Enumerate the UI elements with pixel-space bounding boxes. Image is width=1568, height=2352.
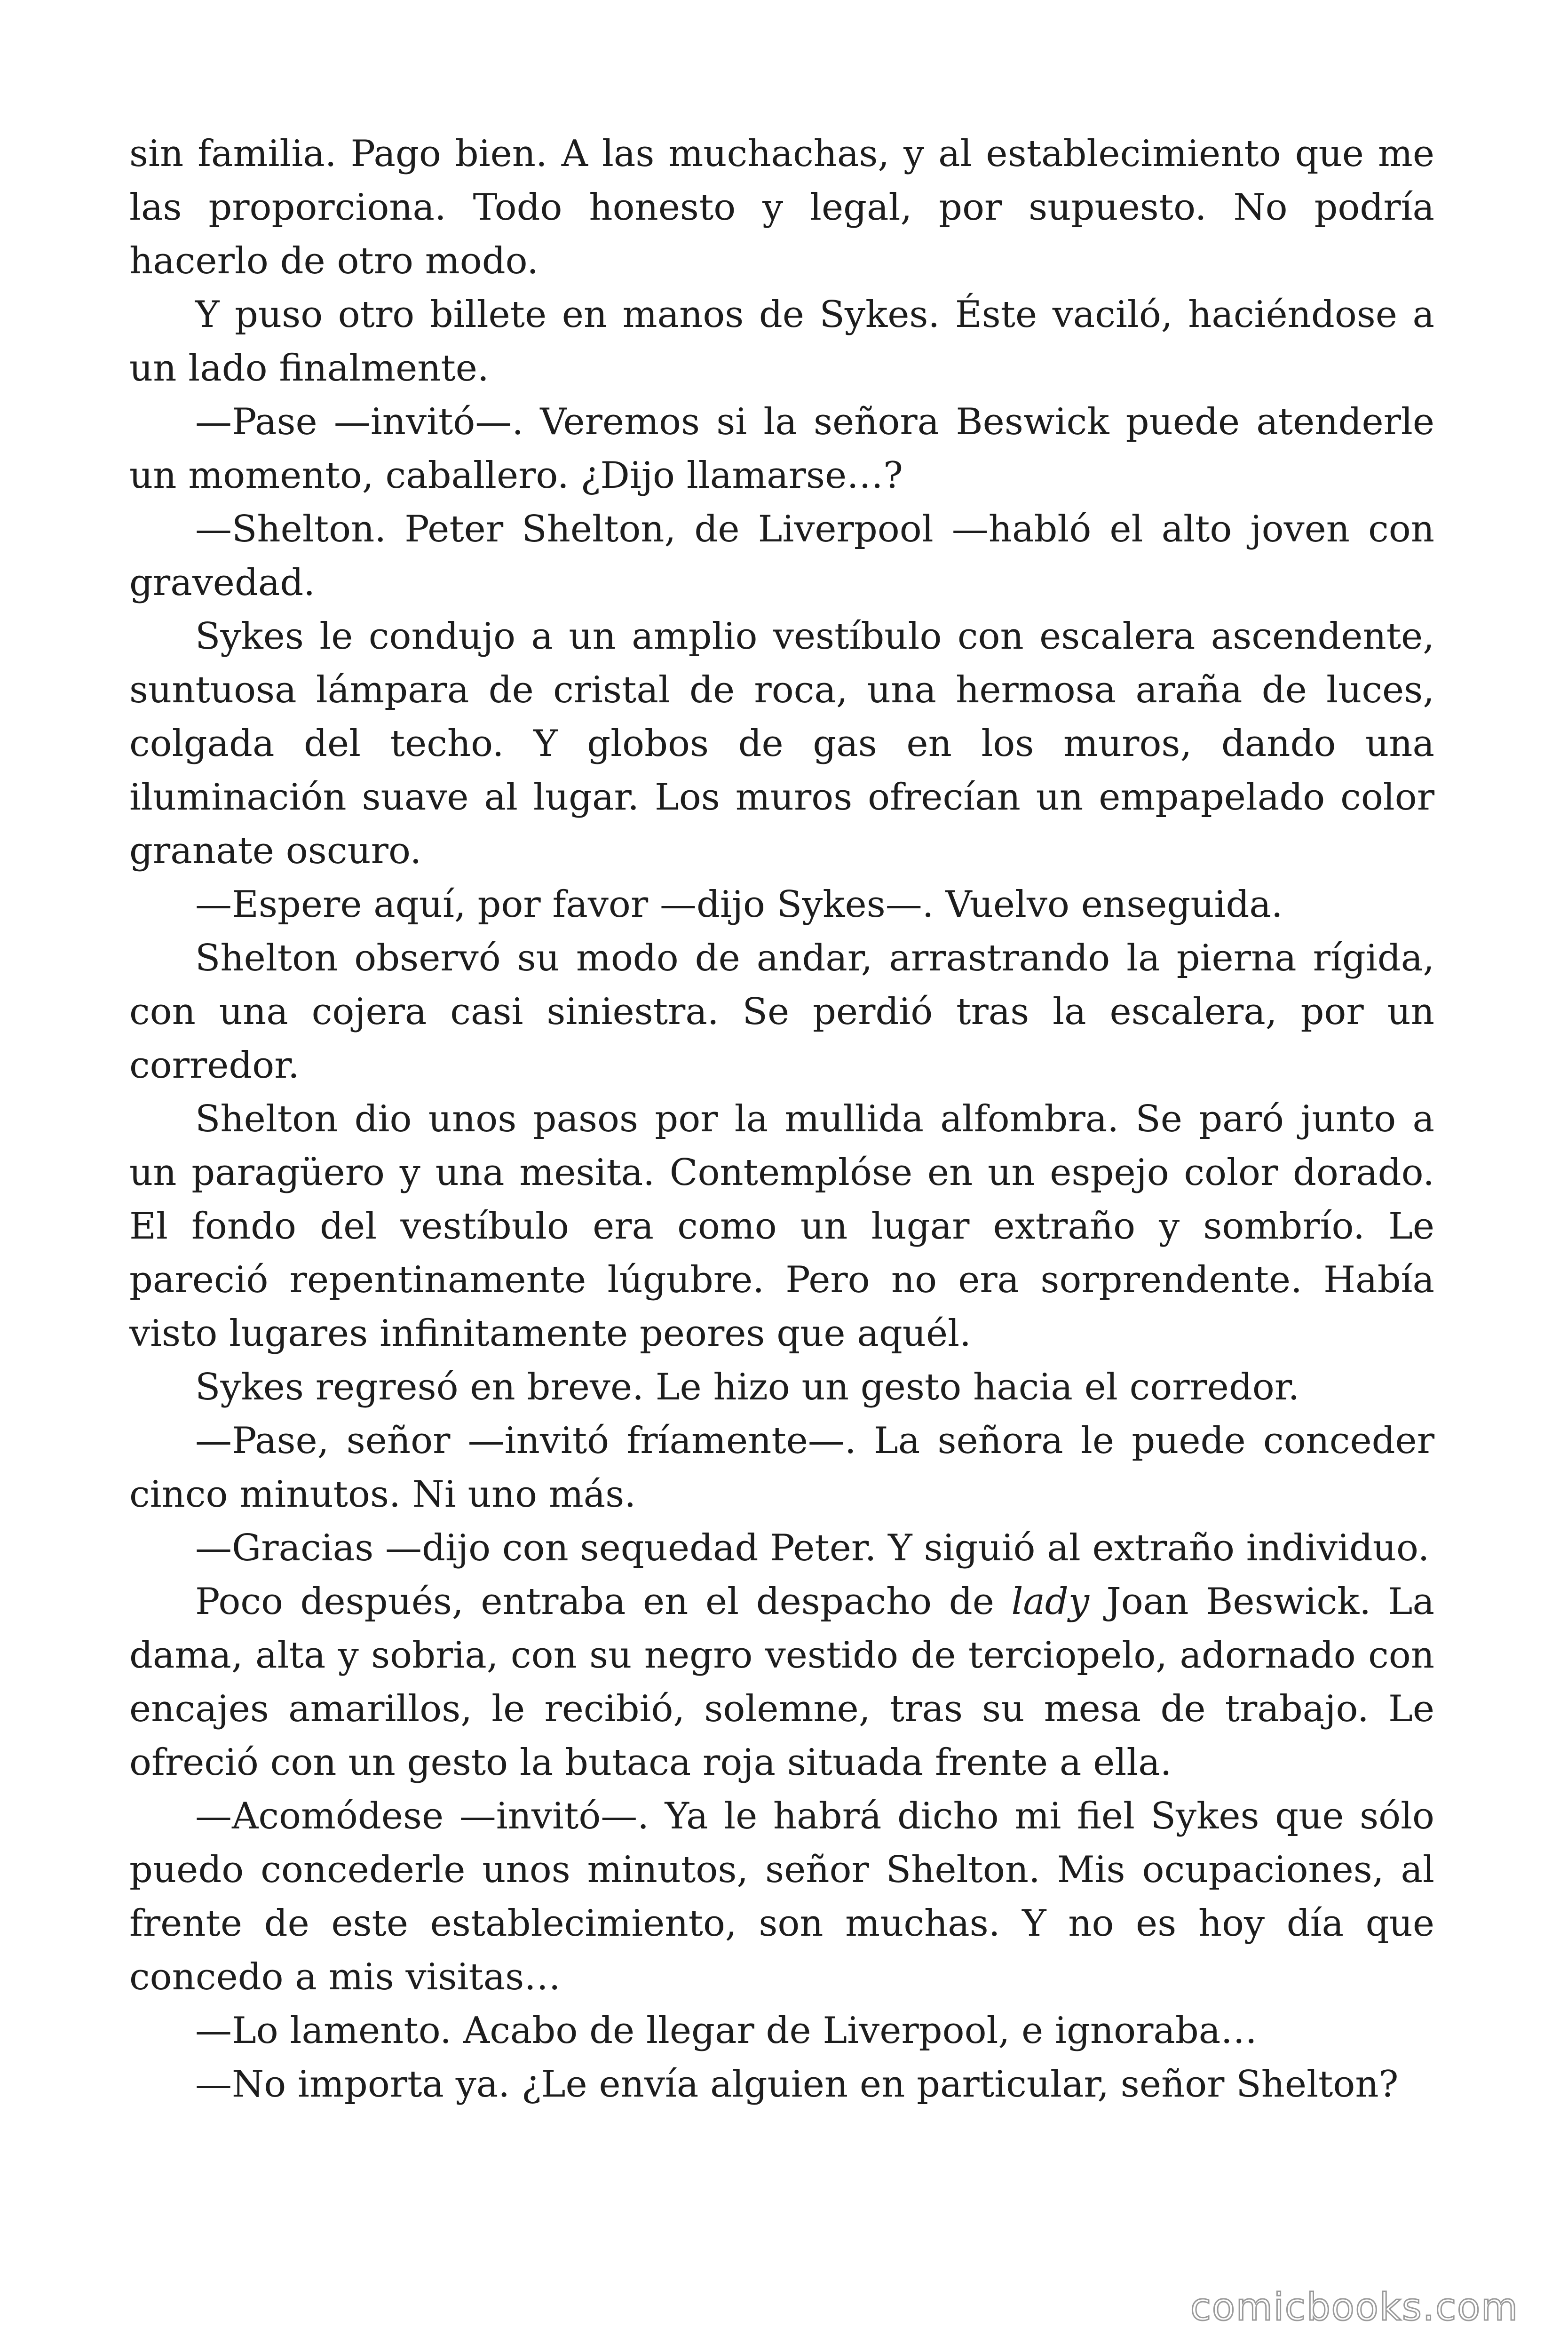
paragraph-5: Sykes le condujo a un amplio vestíbulo con escalera ascendente, suntuosa lámpara de cristal de roca, una hermosa araña de luces, colgada del techo. Y globos de gas en los muros, dando una iluminación suave al lugar. Los muros ofrecían un empapelado color granate oscuro. — [129, 615, 1434, 872]
paragraph-1: sin familia. Pago bien. A las muchachas, y al establecimiento que me las proporciona. Todo honesto y legal, por supuesto. No podría hacerlo de otro modo. — [129, 133, 1434, 282]
paragraph-2: Y puso otro billete en manos de Sykes. Éste vaciló, haciéndose a un lado finalmente. — [129, 294, 1434, 389]
page-text — [129, 127, 1434, 2111]
paragraph-7: Shelton observó su modo de andar, arrastrando la pierna rígida, con una cojera casi siniestra. Se perdió tras la escalera, por un corredor. — [129, 937, 1434, 1087]
paragraph-15: —No importa ya. ¿Le envía alguien en particular, señor Shelton? — [195, 2063, 1399, 2106]
italic-word-lady: lady — [1011, 1581, 1089, 1623]
paragraph-10: —Pase, señor —invitó fríamente—. La señora le puede conceder cinco minutos. Ni uno más. — [129, 1420, 1434, 1516]
watermark: comicbooks.com — [1190, 2285, 1519, 2329]
paragraph-13: —Acomódese —invitó—. Ya le habrá dicho mi fiel Sykes que sólo puedo concederle unos minutos, señor Shelton. Mis ocupaciones, al frente de este establecimiento, son muchas. Y no es hoy día que concedo a mis visitas… — [129, 1795, 1434, 1998]
paragraph-4: —Shelton. Peter Shelton, de Liverpool —habló el alto joven con gravedad. — [129, 508, 1434, 604]
paragraph-9: Sykes regresó en breve. Le hizo un gesto hacia el corredor. — [195, 1366, 1300, 1408]
paragraph-3: —Pase —invitó—. Veremos si la señora Beswick puede atenderle un momento, caballero. ¿Dijo llamarse…? — [129, 401, 1434, 497]
paragraph-6: —Espere aquí, por favor —dijo Sykes—. Vuelvo enseguida. — [195, 883, 1283, 926]
paragraph-8: Shelton dio unos pasos por la mullida alfombra. Se paró junto a un paragüero y una mesita. Contemplóse en un espejo color dorado. El fondo del vestíbulo era como un lugar extraño y sombrío. Le pareció repentinamente lúgubre. Pero no era sorprendente. Había visto lugares infinitamente peores que aquél. — [129, 1098, 1434, 1355]
paragraph-12 — [129, 1575, 1434, 1789]
paragraph-14: —Lo lamento. Acabo de llegar de Liverpool, e ignoraba… — [195, 2010, 1258, 2052]
paragraph-11: —Gracias —dijo con sequedad Peter. Y siguió al extraño individuo. — [195, 1527, 1430, 1569]
paragraph-12-after: Joan Beswick. La dama, alta y sobria, con su negro vestido de terciopelo, adornado con encajes amarillos, le recibió, solemne, tras su mesa de trabajo. Le ofreció con un gesto la butaca roja situada frente a ella. — [129, 1581, 1434, 1784]
paragraph-12-before: Poco después, entraba en el despacho de — [195, 1581, 1012, 1623]
